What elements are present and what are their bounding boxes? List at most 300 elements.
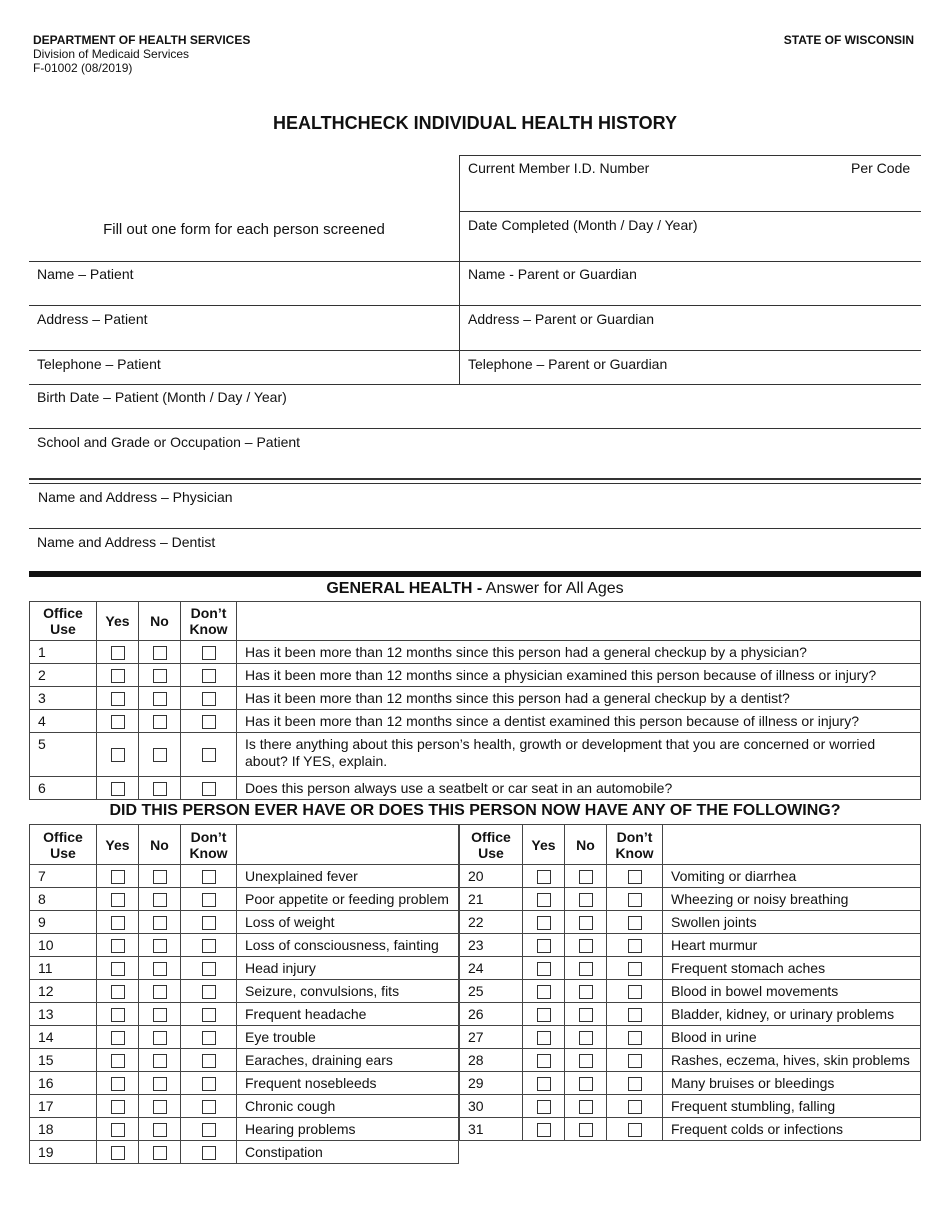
dont-know-checkbox[interactable] — [628, 985, 642, 999]
table-row — [30, 1003, 459, 1026]
table-row — [30, 710, 921, 733]
question-text: Seizure, convulsions, fits — [237, 980, 459, 1003]
dont-know-checkbox[interactable] — [202, 748, 216, 762]
office-use-number: 8 — [30, 888, 97, 911]
no-cell — [139, 888, 181, 911]
table-row — [460, 911, 921, 934]
no-cell — [139, 1141, 181, 1164]
question-text: Blood in urine — [663, 1026, 921, 1049]
no-cell — [139, 664, 181, 687]
table-row — [460, 1026, 921, 1049]
question-text: Many bruises or bleedings — [663, 1072, 921, 1095]
table-row — [460, 865, 921, 888]
yes-cell — [97, 1141, 139, 1164]
col-yes: Yes — [97, 825, 139, 865]
yes-cell — [523, 1003, 565, 1026]
no-checkbox[interactable] — [579, 1077, 593, 1091]
no-cell — [139, 980, 181, 1003]
dont-know-checkbox[interactable] — [202, 939, 216, 953]
yes-cell — [523, 1095, 565, 1118]
dont-know-checkbox[interactable] — [628, 893, 642, 907]
dont-know-cell — [607, 888, 663, 911]
no-checkbox[interactable] — [579, 893, 593, 907]
no-cell — [139, 733, 181, 777]
yes-checkbox[interactable] — [111, 646, 125, 660]
dont-know-checkbox[interactable] — [202, 870, 216, 884]
no-cell — [565, 1072, 607, 1095]
office-use-number: 23 — [460, 934, 523, 957]
yes-cell — [97, 1095, 139, 1118]
dont-know-cell — [181, 1003, 237, 1026]
no-checkbox[interactable] — [153, 1054, 167, 1068]
no-checkbox[interactable] — [579, 962, 593, 976]
dont-know-checkbox[interactable] — [628, 870, 642, 884]
office-use-number: 15 — [30, 1049, 97, 1072]
office-use-number: 17 — [30, 1095, 97, 1118]
guardian-address-field[interactable]: Address – Parent or Guardian — [468, 311, 654, 327]
yes-checkbox[interactable] — [537, 893, 551, 907]
yes-checkbox[interactable] — [111, 715, 125, 729]
question-text: Head injury — [237, 957, 459, 980]
dont-know-checkbox[interactable] — [628, 916, 642, 930]
yes-cell — [523, 1049, 565, 1072]
question-text: Hearing problems — [237, 1118, 459, 1141]
office-use-number: 2 — [30, 664, 97, 687]
no-checkbox[interactable] — [153, 870, 167, 884]
no-cell — [139, 911, 181, 934]
yes-checkbox[interactable] — [111, 782, 125, 796]
no-checkbox[interactable] — [153, 916, 167, 930]
office-use-number: 26 — [460, 1003, 523, 1026]
dont-know-cell — [181, 1072, 237, 1095]
yes-checkbox[interactable] — [111, 1031, 125, 1045]
office-use-number: 24 — [460, 957, 523, 980]
table-row — [460, 1049, 921, 1072]
table-row — [460, 888, 921, 911]
question-text: Bladder, kidney, or urinary problems — [663, 1003, 921, 1026]
dont-know-checkbox[interactable] — [202, 985, 216, 999]
office-use-number: 19 — [30, 1141, 97, 1164]
form-instruction: Fill out one form for each person screened — [103, 221, 385, 238]
dont-know-cell — [607, 865, 663, 888]
yes-checkbox[interactable] — [537, 1077, 551, 1091]
no-cell — [565, 888, 607, 911]
yes-cell — [97, 888, 139, 911]
no-checkbox[interactable] — [153, 1146, 167, 1160]
yes-checkbox[interactable] — [111, 870, 125, 884]
yes-checkbox[interactable] — [111, 1077, 125, 1091]
office-use-number: 9 — [30, 911, 97, 934]
yes-cell — [523, 888, 565, 911]
dont-know-checkbox[interactable] — [628, 1100, 642, 1114]
question-text: Is there anything about this person’s health, growth or development that you are concerned or worried about? If YES, explain. — [237, 733, 921, 777]
yes-checkbox[interactable] — [111, 985, 125, 999]
question-text: Blood in bowel movements — [663, 980, 921, 1003]
no-checkbox[interactable] — [153, 715, 167, 729]
yes-checkbox[interactable] — [537, 1100, 551, 1114]
guardian-name-field[interactable]: Name - Parent or Guardian — [468, 266, 637, 282]
table-row — [30, 664, 921, 687]
table-row — [30, 1049, 459, 1072]
office-use-number: 22 — [460, 911, 523, 934]
no-cell — [139, 1003, 181, 1026]
yes-checkbox[interactable] — [111, 939, 125, 953]
no-checkbox[interactable] — [579, 939, 593, 953]
col-yes: Yes — [523, 825, 565, 865]
office-use-number: 21 — [460, 888, 523, 911]
yes-cell — [523, 957, 565, 980]
yes-cell — [97, 1118, 139, 1141]
dont-know-checkbox[interactable] — [202, 893, 216, 907]
yes-checkbox[interactable] — [111, 1100, 125, 1114]
question-text: Wheezing or noisy breathing — [663, 888, 921, 911]
division-name: Division of Medicaid Services — [33, 47, 190, 61]
col-dont-know: Don’t Know — [181, 825, 237, 865]
yes-cell — [97, 865, 139, 888]
dont-know-checkbox[interactable] — [202, 1077, 216, 1091]
no-cell — [565, 865, 607, 888]
yes-cell — [97, 1072, 139, 1095]
table-row — [460, 934, 921, 957]
section-divider — [29, 571, 921, 577]
dont-know-checkbox[interactable] — [202, 1054, 216, 1068]
no-checkbox[interactable] — [153, 962, 167, 976]
dont-know-checkbox[interactable] — [202, 692, 216, 706]
table-row — [30, 733, 921, 777]
no-checkbox[interactable] — [153, 893, 167, 907]
yes-checkbox[interactable] — [537, 939, 551, 953]
no-checkbox[interactable] — [579, 1123, 593, 1137]
yes-checkbox[interactable] — [111, 893, 125, 907]
dont-know-checkbox[interactable] — [202, 1123, 216, 1137]
table-row — [30, 1141, 459, 1164]
dont-know-cell — [181, 687, 237, 710]
general-health-title-rest: Answer for All Ages — [482, 580, 624, 597]
dont-know-cell — [181, 957, 237, 980]
dont-know-checkbox[interactable] — [202, 646, 216, 660]
dont-know-cell — [607, 1049, 663, 1072]
table-row — [30, 957, 459, 980]
dont-know-checkbox[interactable] — [628, 1008, 642, 1022]
no-checkbox[interactable] — [153, 1031, 167, 1045]
dont-know-cell — [181, 664, 237, 687]
yes-cell — [97, 664, 139, 687]
yes-cell — [523, 1026, 565, 1049]
question-text: Frequent headache — [237, 1003, 459, 1026]
yes-checkbox[interactable] — [111, 1054, 125, 1068]
question-text: Loss of weight — [237, 911, 459, 934]
no-checkbox[interactable] — [153, 782, 167, 796]
no-checkbox[interactable] — [153, 1008, 167, 1022]
office-use-number: 12 — [30, 980, 97, 1003]
no-cell — [565, 1003, 607, 1026]
per-code-field[interactable]: Per Code — [851, 160, 911, 176]
dont-know-cell — [607, 1118, 663, 1141]
question-text: Unexplained fever — [237, 865, 459, 888]
dont-know-cell — [181, 911, 237, 934]
table-row — [30, 641, 921, 664]
col-yes: Yes — [97, 602, 139, 641]
guardian-telephone-field[interactable]: Telephone – Parent or Guardian — [468, 356, 668, 372]
office-use-number: 16 — [30, 1072, 97, 1095]
col-no: No — [139, 825, 181, 865]
no-cell — [565, 1026, 607, 1049]
agency-header — [33, 33, 250, 75]
general-health-table — [29, 601, 921, 800]
form-number: F-01002 (08/2019) — [33, 61, 133, 75]
dont-know-cell — [607, 1003, 663, 1026]
office-use-number: 1 — [30, 641, 97, 664]
conditions-table-left — [29, 824, 459, 1164]
no-cell — [565, 1118, 607, 1141]
col-no: No — [139, 602, 181, 641]
yes-checkbox[interactable] — [111, 669, 125, 683]
yes-checkbox[interactable] — [537, 1123, 551, 1137]
dont-know-checkbox[interactable] — [202, 916, 216, 930]
no-cell — [139, 1095, 181, 1118]
question-text: Frequent nosebleeds — [237, 1072, 459, 1095]
no-cell — [139, 934, 181, 957]
dentist-field[interactable]: Name and Address – Dentist — [37, 534, 216, 550]
col-office-use: Office Use — [460, 825, 523, 865]
yes-checkbox[interactable] — [111, 748, 125, 762]
no-checkbox[interactable] — [153, 646, 167, 660]
yes-checkbox[interactable] — [537, 1008, 551, 1022]
dont-know-checkbox[interactable] — [202, 1031, 216, 1045]
no-cell — [139, 641, 181, 664]
table-row — [30, 1118, 459, 1141]
question-text: Constipation — [237, 1141, 459, 1164]
no-cell — [139, 777, 181, 800]
office-use-number: 27 — [460, 1026, 523, 1049]
table-row — [30, 934, 459, 957]
yes-checkbox[interactable] — [537, 870, 551, 884]
no-checkbox[interactable] — [153, 985, 167, 999]
office-use-number: 7 — [30, 865, 97, 888]
state-name: STATE OF WISCONSIN — [783, 33, 914, 47]
dont-know-checkbox[interactable] — [202, 962, 216, 976]
yes-cell — [97, 687, 139, 710]
table-row — [30, 1072, 459, 1095]
department-name: DEPARTMENT OF HEALTH SERVICES — [33, 33, 251, 47]
table-row — [460, 1095, 921, 1118]
no-cell — [139, 865, 181, 888]
question-text: Vomiting or diarrhea — [663, 865, 921, 888]
yes-checkbox[interactable] — [537, 1054, 551, 1068]
dont-know-cell — [607, 957, 663, 980]
question-text: Loss of consciousness, fainting — [237, 934, 459, 957]
no-cell — [565, 1095, 607, 1118]
office-use-number: 30 — [460, 1095, 523, 1118]
no-checkbox[interactable] — [153, 939, 167, 953]
question-text: Heart murmur — [663, 934, 921, 957]
yes-cell — [97, 957, 139, 980]
no-cell — [139, 957, 181, 980]
yes-cell — [97, 934, 139, 957]
question-text: Has it been more than 12 months since this person had a general checkup by a dentist? — [237, 687, 921, 710]
yes-cell — [97, 911, 139, 934]
yes-cell — [97, 980, 139, 1003]
dont-know-checkbox[interactable] — [202, 1008, 216, 1022]
yes-cell — [523, 911, 565, 934]
no-checkbox[interactable] — [579, 1008, 593, 1022]
table-row — [30, 687, 921, 710]
member-id-field[interactable]: Current Member I.D. Number — [468, 160, 650, 176]
office-use-number: 18 — [30, 1118, 97, 1141]
table-row — [30, 1095, 459, 1118]
col-question — [237, 602, 921, 641]
office-use-number: 14 — [30, 1026, 97, 1049]
office-use-number: 31 — [460, 1118, 523, 1141]
physician-field[interactable]: Name and Address – Physician — [38, 489, 233, 505]
no-cell — [565, 934, 607, 957]
dont-know-cell — [607, 911, 663, 934]
question-text: Swollen joints — [663, 911, 921, 934]
no-cell — [139, 1072, 181, 1095]
col-no: No — [565, 825, 607, 865]
no-checkbox[interactable] — [579, 985, 593, 999]
dont-know-cell — [181, 1118, 237, 1141]
yes-checkbox[interactable] — [111, 692, 125, 706]
no-checkbox[interactable] — [579, 1031, 593, 1045]
dont-know-cell — [181, 710, 237, 733]
dont-know-cell — [181, 641, 237, 664]
question-text: Has it been more than 12 months since a dentist examined this person because of illness or injury? — [237, 710, 921, 733]
patient-address-field[interactable]: Address – Patient — [37, 311, 148, 327]
question-text: Does this person always use a seatbelt or car seat in an automobile? — [237, 777, 921, 800]
office-use-number: 5 — [30, 733, 97, 777]
table-header-row — [30, 825, 459, 865]
no-checkbox[interactable] — [579, 870, 593, 884]
dont-know-cell — [181, 888, 237, 911]
office-use-number: 6 — [30, 777, 97, 800]
yes-checkbox[interactable] — [111, 1008, 125, 1022]
yes-cell — [523, 980, 565, 1003]
no-cell — [565, 980, 607, 1003]
col-office-use: Office Use — [30, 602, 97, 641]
yes-checkbox[interactable] — [537, 985, 551, 999]
dont-know-cell — [607, 1072, 663, 1095]
office-use-number: 28 — [460, 1049, 523, 1072]
table-row — [460, 980, 921, 1003]
yes-checkbox[interactable] — [111, 1123, 125, 1137]
dont-know-checkbox[interactable] — [202, 669, 216, 683]
question-text: Poor appetite or feeding problem — [237, 888, 459, 911]
dont-know-checkbox[interactable] — [202, 1100, 216, 1114]
no-checkbox[interactable] — [579, 1100, 593, 1114]
yes-cell — [97, 1003, 139, 1026]
yes-cell — [523, 1072, 565, 1095]
no-checkbox[interactable] — [579, 1054, 593, 1068]
dont-know-cell — [181, 733, 237, 777]
office-use-number: 25 — [460, 980, 523, 1003]
date-completed-field[interactable]: Date Completed (Month / Day / Year) — [468, 217, 698, 233]
dont-know-checkbox[interactable] — [628, 1031, 642, 1045]
patient-telephone-field[interactable]: Telephone – Patient — [37, 356, 161, 372]
question-text: Chronic cough — [237, 1095, 459, 1118]
dont-know-cell — [607, 1095, 663, 1118]
yes-checkbox[interactable] — [111, 916, 125, 930]
question-text: Frequent stumbling, falling — [663, 1095, 921, 1118]
no-checkbox[interactable] — [153, 692, 167, 706]
yes-cell — [97, 1026, 139, 1049]
table-row — [30, 865, 459, 888]
no-checkbox[interactable] — [579, 916, 593, 930]
school-grade-field[interactable]: School and Grade or Occupation – Patient — [37, 434, 301, 450]
table-row — [30, 911, 459, 934]
no-checkbox[interactable] — [153, 748, 167, 762]
yes-checkbox[interactable] — [537, 1031, 551, 1045]
dont-know-checkbox[interactable] — [202, 715, 216, 729]
yes-checkbox[interactable] — [111, 962, 125, 976]
office-use-number: 10 — [30, 934, 97, 957]
no-cell — [565, 911, 607, 934]
question-text: Earaches, draining ears — [237, 1049, 459, 1072]
col-dont-know: Don’t Know — [607, 825, 663, 865]
table-row — [30, 1026, 459, 1049]
dont-know-cell — [181, 1141, 237, 1164]
dont-know-checkbox[interactable] — [628, 962, 642, 976]
birth-date-field[interactable]: Birth Date – Patient (Month / Day / Year) — [37, 389, 287, 405]
yes-cell — [523, 865, 565, 888]
dont-know-cell — [607, 980, 663, 1003]
conditions-title: DID THIS PERSON EVER HAVE OR DOES THIS PERSON NOW HAVE ANY OF THE FOLLOWING? — [109, 802, 841, 819]
dont-know-cell — [607, 934, 663, 957]
question-text: Rashes, eczema, hives, skin problems — [663, 1049, 921, 1072]
dont-know-checkbox[interactable] — [202, 1146, 216, 1160]
table-row — [460, 957, 921, 980]
general-health-title — [29, 580, 921, 598]
question-text: Has it been more than 12 months since this person had a general checkup by a physician? — [237, 641, 921, 664]
yes-checkbox[interactable] — [537, 916, 551, 930]
dont-know-cell — [181, 1095, 237, 1118]
dont-know-cell — [181, 865, 237, 888]
no-checkbox[interactable] — [153, 1123, 167, 1137]
no-checkbox[interactable] — [153, 1100, 167, 1114]
yes-cell — [97, 733, 139, 777]
yes-cell — [523, 934, 565, 957]
no-cell — [565, 957, 607, 980]
general-health-title-bold: GENERAL HEALTH - — [326, 580, 483, 597]
yes-cell — [523, 1118, 565, 1141]
dont-know-checkbox[interactable] — [628, 1054, 642, 1068]
office-use-number: 11 — [30, 957, 97, 980]
dont-know-checkbox[interactable] — [628, 939, 642, 953]
no-checkbox[interactable] — [153, 1077, 167, 1091]
yes-checkbox[interactable] — [111, 1146, 125, 1160]
no-cell — [139, 687, 181, 710]
dont-know-checkbox[interactable] — [628, 1077, 642, 1091]
patient-name-field[interactable]: Name – Patient — [37, 266, 134, 282]
yes-checkbox[interactable] — [537, 962, 551, 976]
col-condition — [663, 825, 921, 865]
dont-know-checkbox[interactable] — [202, 782, 216, 796]
dont-know-checkbox[interactable] — [628, 1123, 642, 1137]
dont-know-cell — [607, 1026, 663, 1049]
form-title: HEALTHCHECK INDIVIDUAL HEALTH HISTORY — [272, 113, 677, 133]
no-cell — [139, 710, 181, 733]
dont-know-cell — [181, 777, 237, 800]
conditions-table-right — [459, 824, 921, 1141]
dont-know-cell — [181, 934, 237, 957]
table-row — [30, 777, 921, 800]
office-use-number: 20 — [460, 865, 523, 888]
table-row — [30, 888, 459, 911]
question-text: Frequent stomach aches — [663, 957, 921, 980]
table-row — [30, 980, 459, 1003]
no-checkbox[interactable] — [153, 669, 167, 683]
question-text: Eye trouble — [237, 1026, 459, 1049]
